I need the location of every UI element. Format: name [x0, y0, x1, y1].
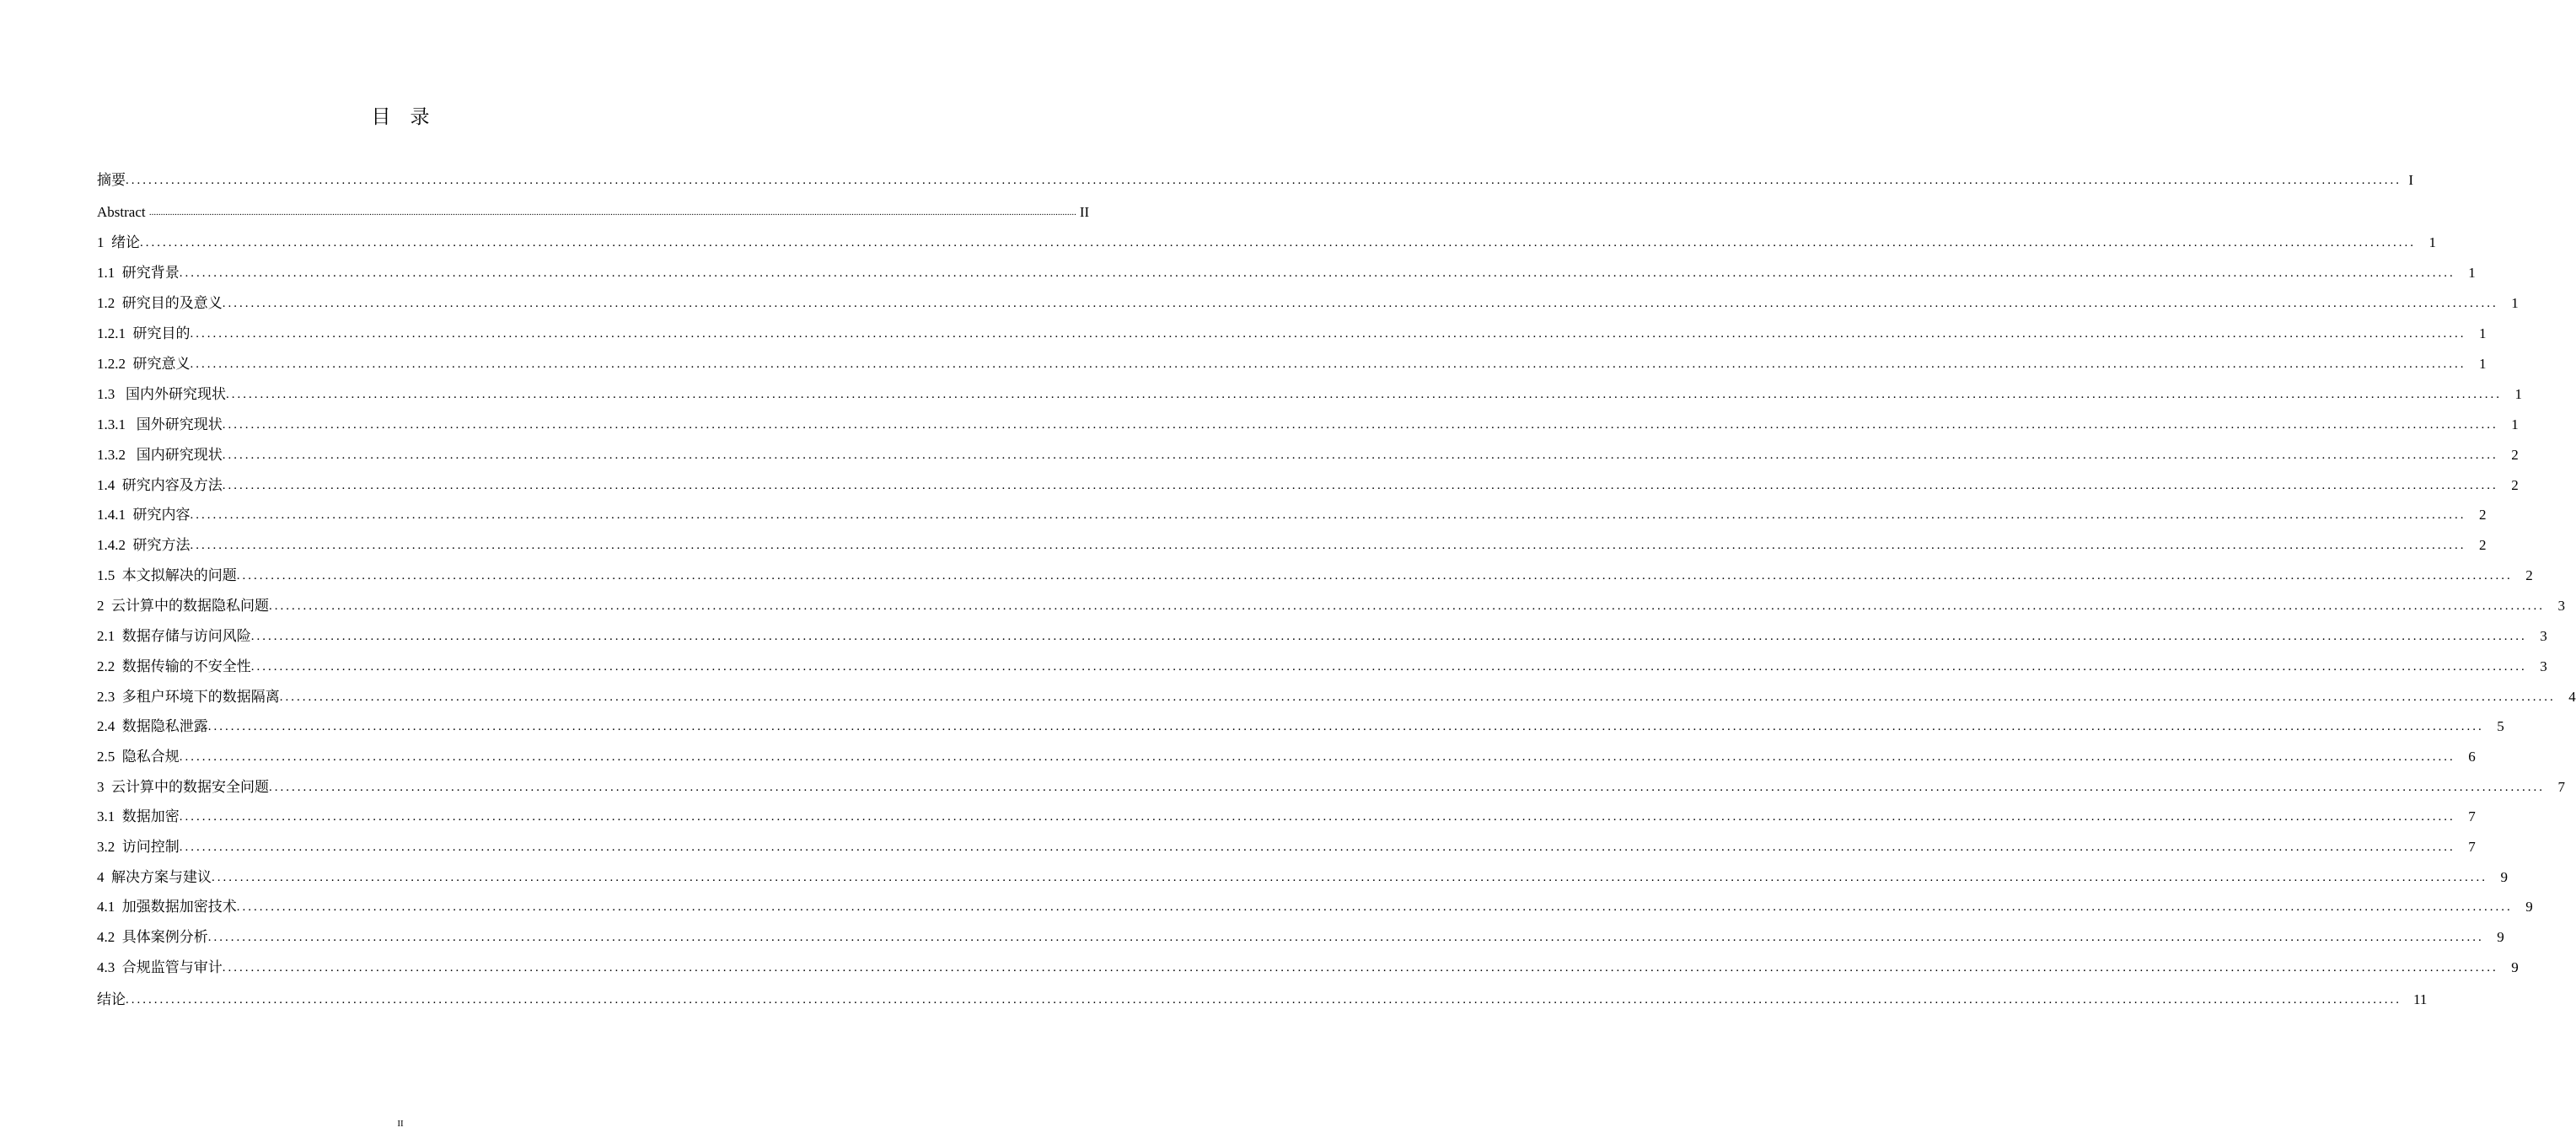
- toc-entry-label: 4.2 具体案例分析: [97, 929, 208, 945]
- toc-entry[interactable]: [97, 832, 2476, 862]
- toc-entry-page: 1: [2479, 356, 2487, 372]
- toc-entry[interactable]: [97, 410, 2519, 440]
- toc-leader-dots: ................................................................................................................................................................................................................................................................................................................................................................................................................: [269, 781, 2545, 794]
- toc-entry-page: 3: [2557, 598, 2565, 614]
- toc-entry-label: 4.3 合规监管与审计: [97, 959, 223, 975]
- toc-entry-page: 9: [2511, 959, 2519, 975]
- toc-entry-label: 1.4.1 研究内容: [97, 507, 191, 523]
- toc-leader-dots: ................................................................................................................................................................................................................................................................................................................................................................................................................: [222, 961, 2498, 975]
- toc-leader-dots: ................................................................................................................................................................................................................................................................................................................................................................................................................: [190, 508, 2466, 522]
- toc-entry[interactable]: [97, 349, 2487, 379]
- toc-entry-page: 1: [2479, 325, 2487, 341]
- toc-entry-page: 1: [2511, 295, 2519, 311]
- toc-leader-dots: ................................................................................................................................................................................................................................................................................................................................................................................................................: [140, 236, 2416, 250]
- toc-leader-dots: ................................................................................................................................................................................................................................................................................................................................................................................................................: [148, 207, 1076, 217]
- toc-leader-dots: ................................................................................................................................................................................................................................................................................................................................................................................................................: [226, 388, 2502, 401]
- toc-leader-dots: ................................................................................................................................................................................................................................................................................................................................................................................................................: [236, 900, 2513, 914]
- toc-entry-page: 1: [2468, 265, 2476, 281]
- toc-leader-dots: ................................................................................................................................................................................................................................................................................................................................................................................................................: [222, 448, 2498, 462]
- toc-entry[interactable]: [97, 802, 2476, 832]
- toc-entry-page: 2: [2479, 507, 2487, 523]
- toc-entry-label: 2.5 隐私合规: [97, 749, 180, 765]
- toc-leader-dots: ................................................................................................................................................................................................................................................................................................................................................................................................................: [279, 690, 2556, 704]
- toc-entry[interactable]: [97, 500, 2487, 530]
- toc-entry[interactable]: [97, 379, 2522, 410]
- toc-leader-dots: ................................................................................................................................................................................................................................................................................................................................................................................................................: [179, 810, 2455, 824]
- toc-leader-dots: ................................................................................................................................................................................................................................................................................................................................................................................................................: [190, 327, 2466, 341]
- toc-entry-page: 6: [2468, 749, 2476, 765]
- toc-leader-dots: ................................................................................................................................................................................................................................................................................................................................................................................................................: [222, 479, 2498, 492]
- toc-entry-label: 1.3 国内外研究现状: [97, 386, 226, 402]
- toc-leader-dots: ................................................................................................................................................................................................................................................................................................................................................................................................................: [222, 418, 2498, 432]
- toc-entry-page: 9: [2525, 899, 2533, 915]
- toc-entry-page: 2: [2511, 447, 2519, 463]
- toc-entry[interactable]: [97, 772, 2565, 803]
- toc-leader-dots: ................................................................................................................................................................................................................................................................................................................................................................................................................: [179, 840, 2455, 854]
- toc-entry-page: 1: [2428, 234, 2436, 250]
- toc-entry-label: 4.1 加强数据加密技术: [97, 899, 237, 915]
- toc-entry[interactable]: [97, 591, 2565, 621]
- toc-leader-dots: ................................................................................................................................................................................................................................................................................................................................................................................................................: [250, 630, 2527, 643]
- toc-entry[interactable]: [97, 470, 2519, 501]
- toc-entry-page: I: [2408, 172, 2413, 188]
- toc-entry-label: 1.3.1 国外研究现状: [97, 416, 223, 432]
- toc-leader-dots: ................................................................................................................................................................................................................................................................................................................................................................................................................: [190, 539, 2466, 552]
- toc-entry[interactable]: [97, 440, 2519, 470]
- toc-entry-label: 3 云计算中的数据安全问题: [97, 779, 269, 795]
- toc-entry-label: 结论: [97, 991, 126, 1007]
- toc-entry-label: 1.3.2 国内研究现状: [97, 447, 223, 463]
- toc-leader-dots: ................................................................................................................................................................................................................................................................................................................................................................................................................: [179, 750, 2455, 764]
- toc-entry-page: 5: [2497, 718, 2504, 734]
- toc-entry-label: 1.2.1 研究目的: [97, 325, 191, 341]
- toc-leader-dots: ................................................................................................................................................................................................................................................................................................................................................................................................................: [207, 931, 2484, 944]
- toc-entry-page: 2: [2525, 567, 2533, 583]
- toc-entry-page: 11: [2413, 991, 2428, 1007]
- toc-entry-page: 7: [2468, 808, 2476, 824]
- toc-entry[interactable]: [97, 197, 1090, 228]
- toc-entry[interactable]: [97, 892, 2533, 922]
- toc-entry-label: 2.3 多租户环境下的数据隔离: [97, 689, 280, 705]
- toc-entry-label: 2.4 数据隐私泄露: [97, 718, 208, 734]
- toc-entry-page: 2: [2511, 477, 2519, 493]
- toc-leader-dots: ................................................................................................................................................................................................................................................................................................................................................................................................................: [250, 660, 2527, 674]
- toc-entry-label: 3.2 访问控制: [97, 839, 180, 855]
- toc-entry-label: 1.5 本文拟解决的问题: [97, 567, 237, 583]
- toc-entry-label: 1.1 研究背景: [97, 265, 180, 281]
- page-title: 目 录: [371, 106, 430, 128]
- toc-leader-dots: ................................................................................................................................................................................................................................................................................................................................................................................................................: [126, 174, 2402, 187]
- toc-entry[interactable]: [97, 711, 2504, 742]
- toc-entry-page: 1: [2511, 416, 2519, 432]
- toc-entry-label: 1 绪论: [97, 234, 140, 250]
- toc-entry-page: 4: [2568, 689, 2576, 705]
- toc-entry-label: 2 云计算中的数据隐私问题: [97, 598, 269, 614]
- toc-entry[interactable]: [97, 288, 2519, 319]
- toc-entry[interactable]: [97, 985, 2428, 1015]
- toc-entry-page: 3: [2540, 628, 2547, 644]
- toc-leader-dots: ................................................................................................................................................................................................................................................................................................................................................................................................................: [212, 871, 2487, 884]
- toc-entry[interactable]: [97, 165, 2413, 196]
- toc-entry[interactable]: [97, 742, 2476, 772]
- toc-entry-label: 3.1 数据加密: [97, 808, 180, 824]
- toc-entry-page: 7: [2557, 779, 2565, 795]
- toc-leader-dots: ................................................................................................................................................................................................................................................................................................................................................................................................................: [236, 569, 2513, 583]
- toc-entry-label: 摘要: [97, 172, 126, 188]
- toc-leader-dots: ................................................................................................................................................................................................................................................................................................................................................................................................................: [190, 357, 2466, 371]
- toc-leader-dots: ................................................................................................................................................................................................................................................................................................................................................................................................................: [222, 297, 2498, 310]
- toc-entry[interactable]: [97, 319, 2487, 349]
- toc-entry-page: 2: [2479, 537, 2487, 553]
- toc-leader-dots: ................................................................................................................................................................................................................................................................................................................................................................................................................: [179, 266, 2455, 280]
- toc-entry[interactable]: [97, 953, 2519, 983]
- toc-entry-label: 2.2 数据传输的不安全性: [97, 658, 251, 674]
- toc-entry-label: Abstract: [97, 204, 149, 220]
- toc-entry-page: 1: [2514, 386, 2522, 402]
- toc-entry-label: 2.1 数据存储与访问风险: [97, 628, 251, 644]
- toc-entry[interactable]: [97, 228, 2436, 258]
- page-number-footer: II: [397, 1119, 404, 1129]
- toc-entry[interactable]: [97, 561, 2533, 591]
- toc-entry[interactable]: [97, 258, 2476, 288]
- toc-entry-page: II: [1079, 204, 1090, 220]
- toc-leader-dots: ................................................................................................................................................................................................................................................................................................................................................................................................................: [269, 599, 2545, 613]
- toc-entry-page: 7: [2468, 839, 2476, 855]
- toc-entry-page: 9: [2500, 869, 2508, 885]
- toc-entry[interactable]: [97, 530, 2487, 561]
- toc-entry-page: 3: [2540, 658, 2547, 674]
- toc-leader-dots: ................................................................................................................................................................................................................................................................................................................................................................................................................: [126, 993, 2402, 1007]
- toc-entry-page: 9: [2497, 929, 2504, 945]
- toc-entry-label: 1.4 研究内容及方法: [97, 477, 223, 493]
- toc-entry[interactable]: [97, 862, 2508, 893]
- toc-entry-label: 1.2.2 研究意义: [97, 356, 191, 372]
- toc-leader-dots: ................................................................................................................................................................................................................................................................................................................................................................................................................: [207, 720, 2484, 733]
- toc-entry[interactable]: [97, 922, 2504, 953]
- toc-entry-label: 1.2 研究目的及意义: [97, 295, 223, 311]
- toc-entry[interactable]: [97, 682, 2576, 712]
- toc-entry-label: 1.4.2 研究方法: [97, 537, 191, 553]
- toc-entry[interactable]: [97, 621, 2547, 652]
- toc-entry-label: 4 解决方案与建议: [97, 869, 212, 885]
- toc-entry[interactable]: [97, 652, 2547, 682]
